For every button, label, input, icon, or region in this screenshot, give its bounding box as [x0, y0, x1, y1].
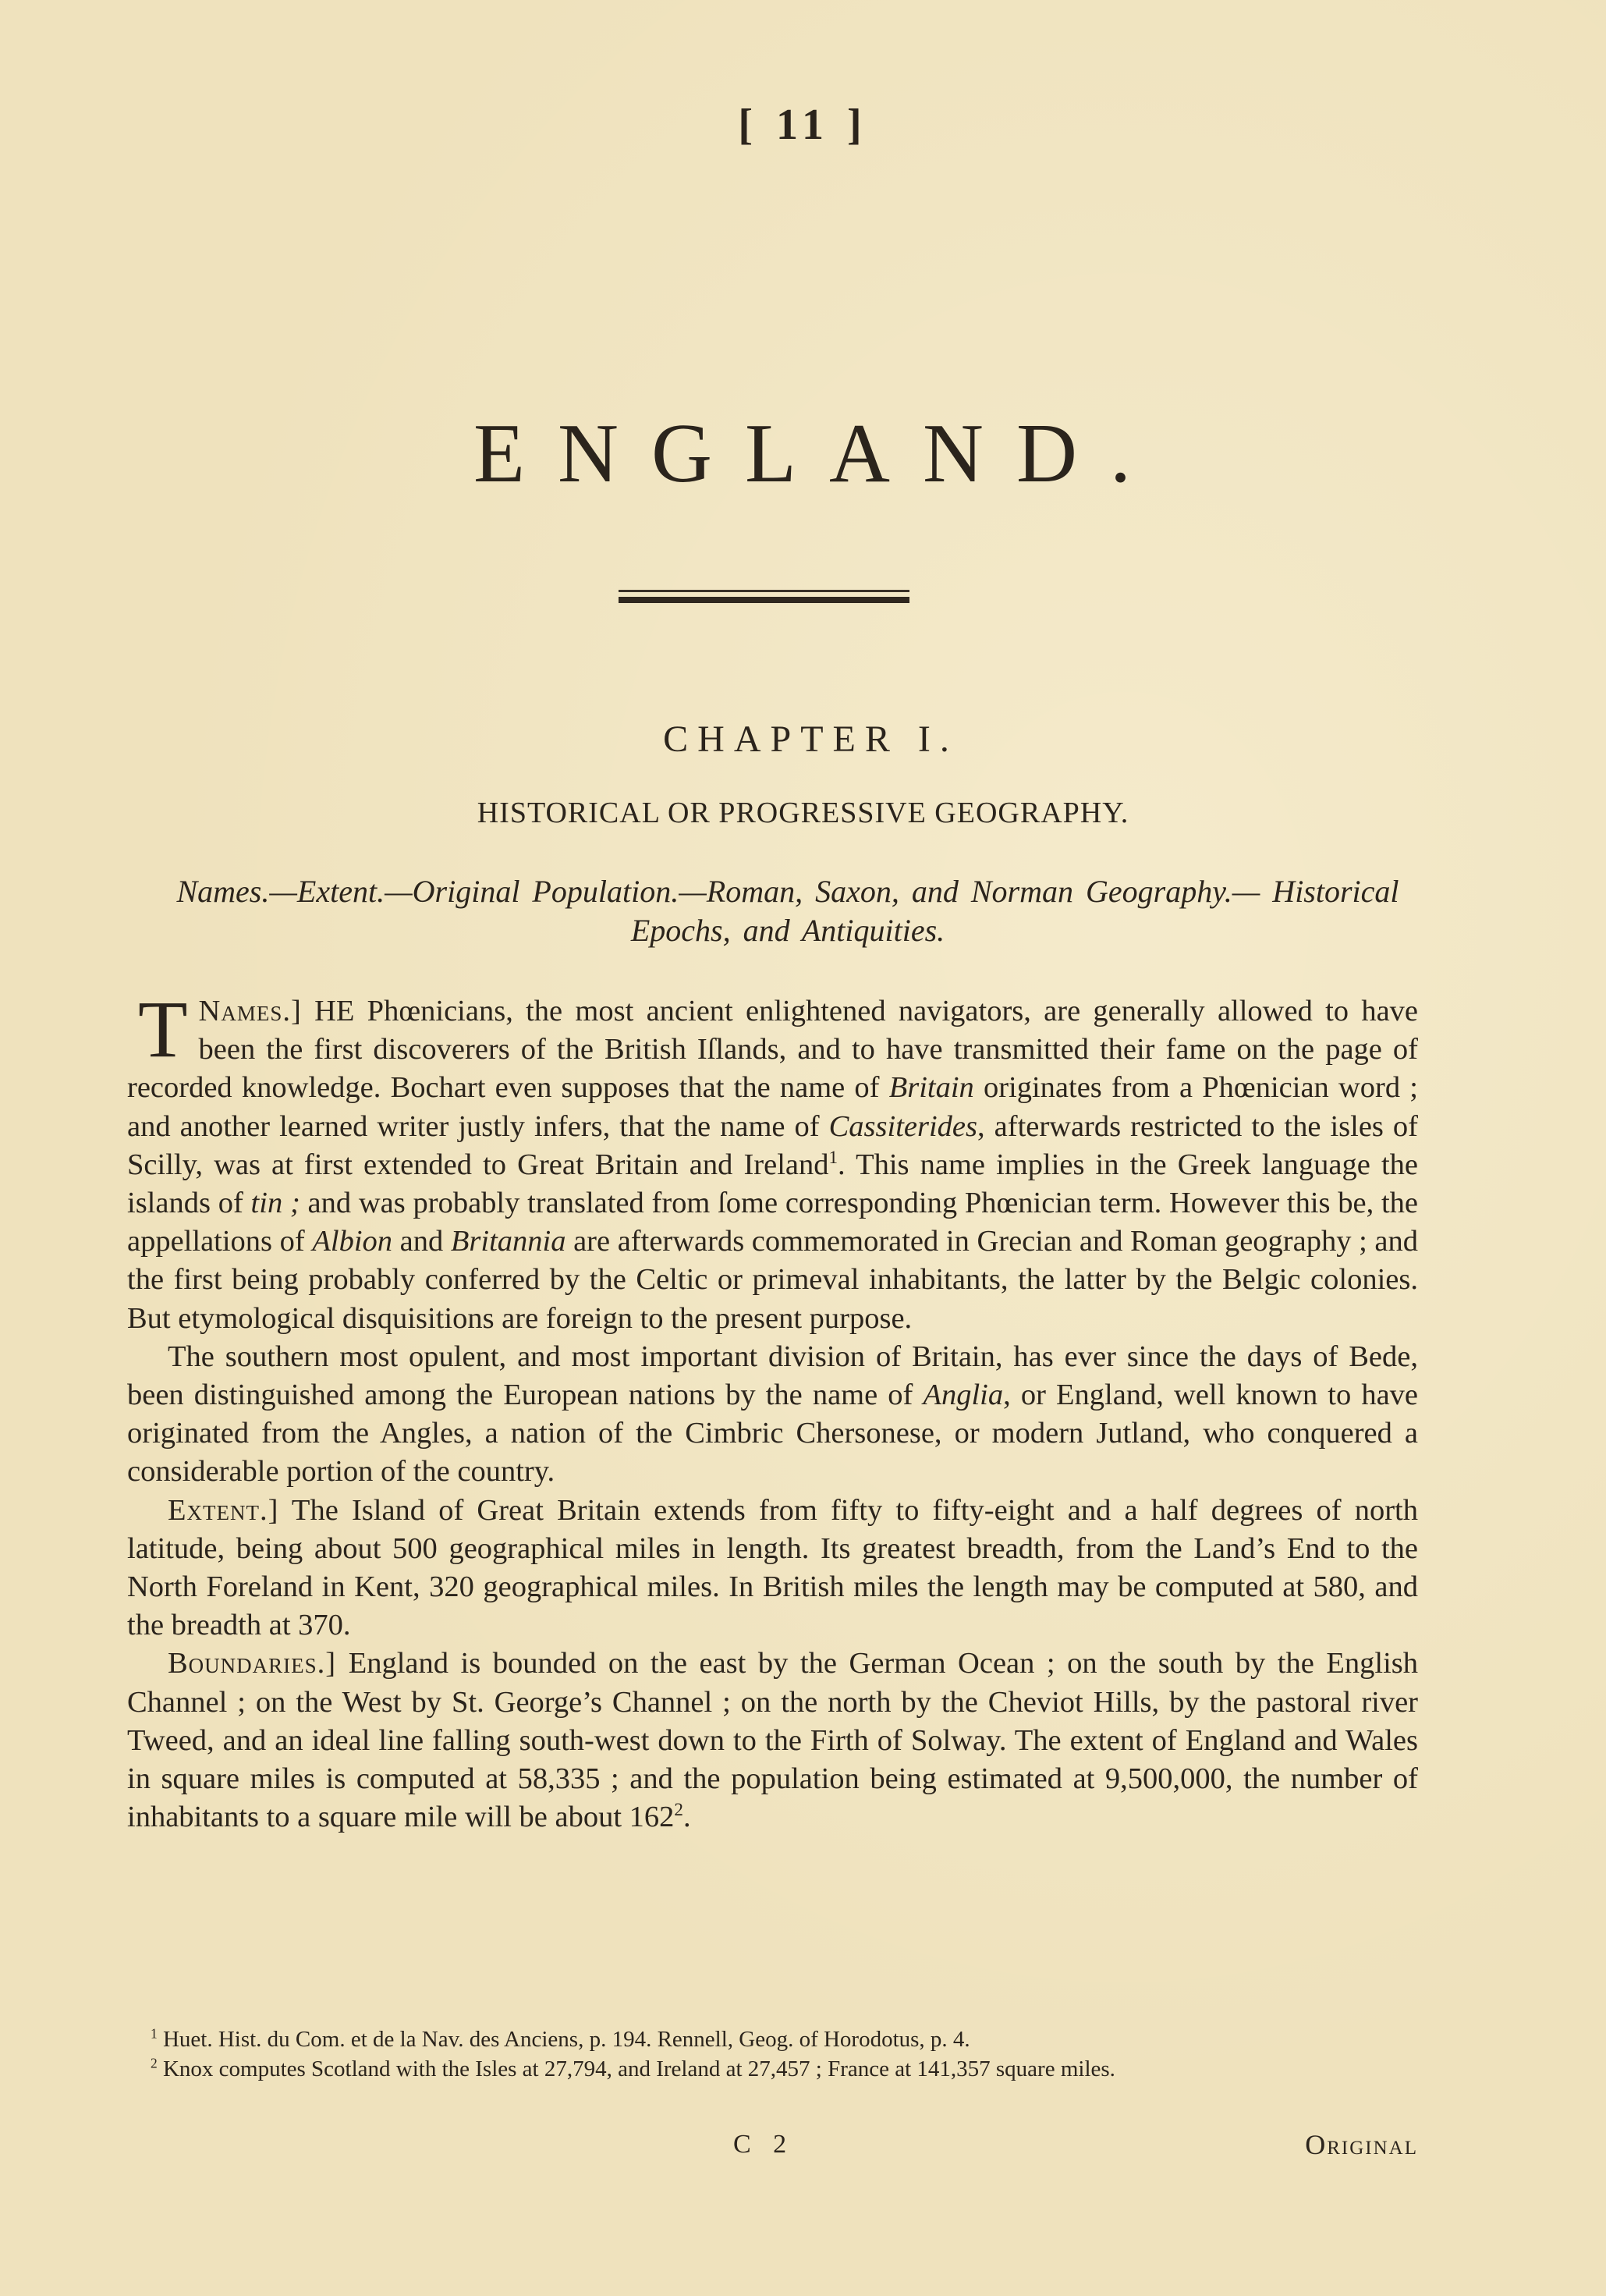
text-run: HE Phœnicians, the most ancient enlightened navigators, are generally allowed to have been the first discoverers of the British Iſlands, and to have transmitted their fame on the page of recorded knowledge. Bochart even supposes that the name of [127, 995, 1418, 1105]
italic-term: Cassiterides [828, 1109, 977, 1143]
page-number: [ 11 ] [738, 101, 868, 149]
italic-term: Britain [888, 1071, 974, 1105]
footnote-mark: 2 [151, 2055, 158, 2071]
italic-term: Anglia [923, 1379, 1004, 1412]
text-run: and [399, 1225, 444, 1258]
section-title: HISTORICAL OR PROGRESSIVE GEOGRAPHY. [477, 797, 1129, 829]
ornamental-rule [619, 590, 909, 603]
printer-signature: C 2 [733, 2130, 795, 2159]
italic-term: tin ; [250, 1187, 300, 1220]
body-text [127, 985, 1419, 1836]
paragraph-names [127, 985, 1419, 1338]
side-label-extent: Extent.] [168, 1493, 279, 1527]
country-title: ENGLAND. [473, 407, 1164, 500]
footnote-mark: 1 [151, 2025, 158, 2042]
text-run: and was probably translated from ſome corresponding Phœnician term. However this be, the appellations of [127, 1187, 1419, 1258]
footnote-1 [127, 2025, 1418, 2054]
side-label-boundaries: Boundaries.] [168, 1647, 337, 1680]
footnote-text: Huet. Hist. du Com. et de la Nav. des Anciens, p. 194. Rennell, Geog. of Horodotus, p. 4. [162, 2027, 970, 2052]
italic-term: Britannia [450, 1225, 566, 1258]
italic-term: Albion [312, 1225, 393, 1258]
footnote-text: Knox computes Scotland with the Isles at 27,794, and Ireland at 27,457 ; France at 141,357 square miles. [162, 2056, 1115, 2081]
text-run: The southern most opulent, and most important division of Britain, has ever since the days of Bede, been distinguished among the European nations by the name of [127, 1340, 1418, 1412]
chapter-contents: Names.—Extent.—Original Population.—Roman, Saxon, and Norman Geography.— Historical Epochs, and Antiquities. [176, 874, 1399, 948]
text-run: are afterwards commemorated in Grecian and Roman geography ; and the first being probably conferred by the Celtic or primeval inhabitants, the latter by the Belgic colonies. But etymological disquisitions are foreign to the present purpose. [127, 1225, 1419, 1335]
paragraph-anglia [127, 1338, 1418, 1492]
catchword: Original [1305, 2129, 1418, 2160]
rule-thick-line [619, 597, 909, 603]
rule-thin-line [619, 590, 909, 592]
text-run: England is bounded on the east by the German Ocean ; on the south by the English Channel ; on the West by St. George’s Channel ; on the north by the Cheviot Hills, by the pastoral river Tweed, and an ideal line falling south-west down to the Firth of Solway. The extent of England and Wales in square miles is computed at 58,335 ; and the population being estimated at 9,500,000, the number of inhabitants to a square mile will be about 162 [127, 1647, 1418, 1834]
paragraph-boundaries [127, 1645, 1418, 1836]
text-run: originates from a Phœnician word ; and another learned writer justly infers, that the name of [127, 1071, 1418, 1143]
text-run: , afterwards restricted to the isles of Scilly, was at first extended to Great Britain and Ireland [127, 1109, 1418, 1181]
footnotes [127, 2025, 1418, 2084]
footnote-ref: 1 [828, 1146, 838, 1167]
text-run: The Island of Great Britain extends from fifty to fifty-eight and a half degrees of north latitude, being about 500 geographical miles in length. Its greatest breadth, from the Land’s End to the North Foreland in Kent, 320 geographical miles. In British miles the length may be computed at 580, and the breadth at 370. [127, 1493, 1418, 1642]
text-run: . This name implies in the Greek language the islands of [127, 1148, 1418, 1220]
text-run: . [682, 1801, 691, 1834]
text-run: , or England, well known to have originated from the Angles, a nation of the Cimbric Chersonese, or modern Jutland, who conquered a considerable portion of the country. [127, 1379, 1418, 1489]
footnote-ref: 2 [674, 1799, 683, 1820]
paragraph-extent [127, 1492, 1418, 1645]
side-label-names: Names.] [198, 995, 302, 1027]
chapter-title: CHAPTER I. [663, 719, 959, 760]
drop-cap: T [138, 985, 188, 1074]
footnote-2 [127, 2054, 1418, 2084]
